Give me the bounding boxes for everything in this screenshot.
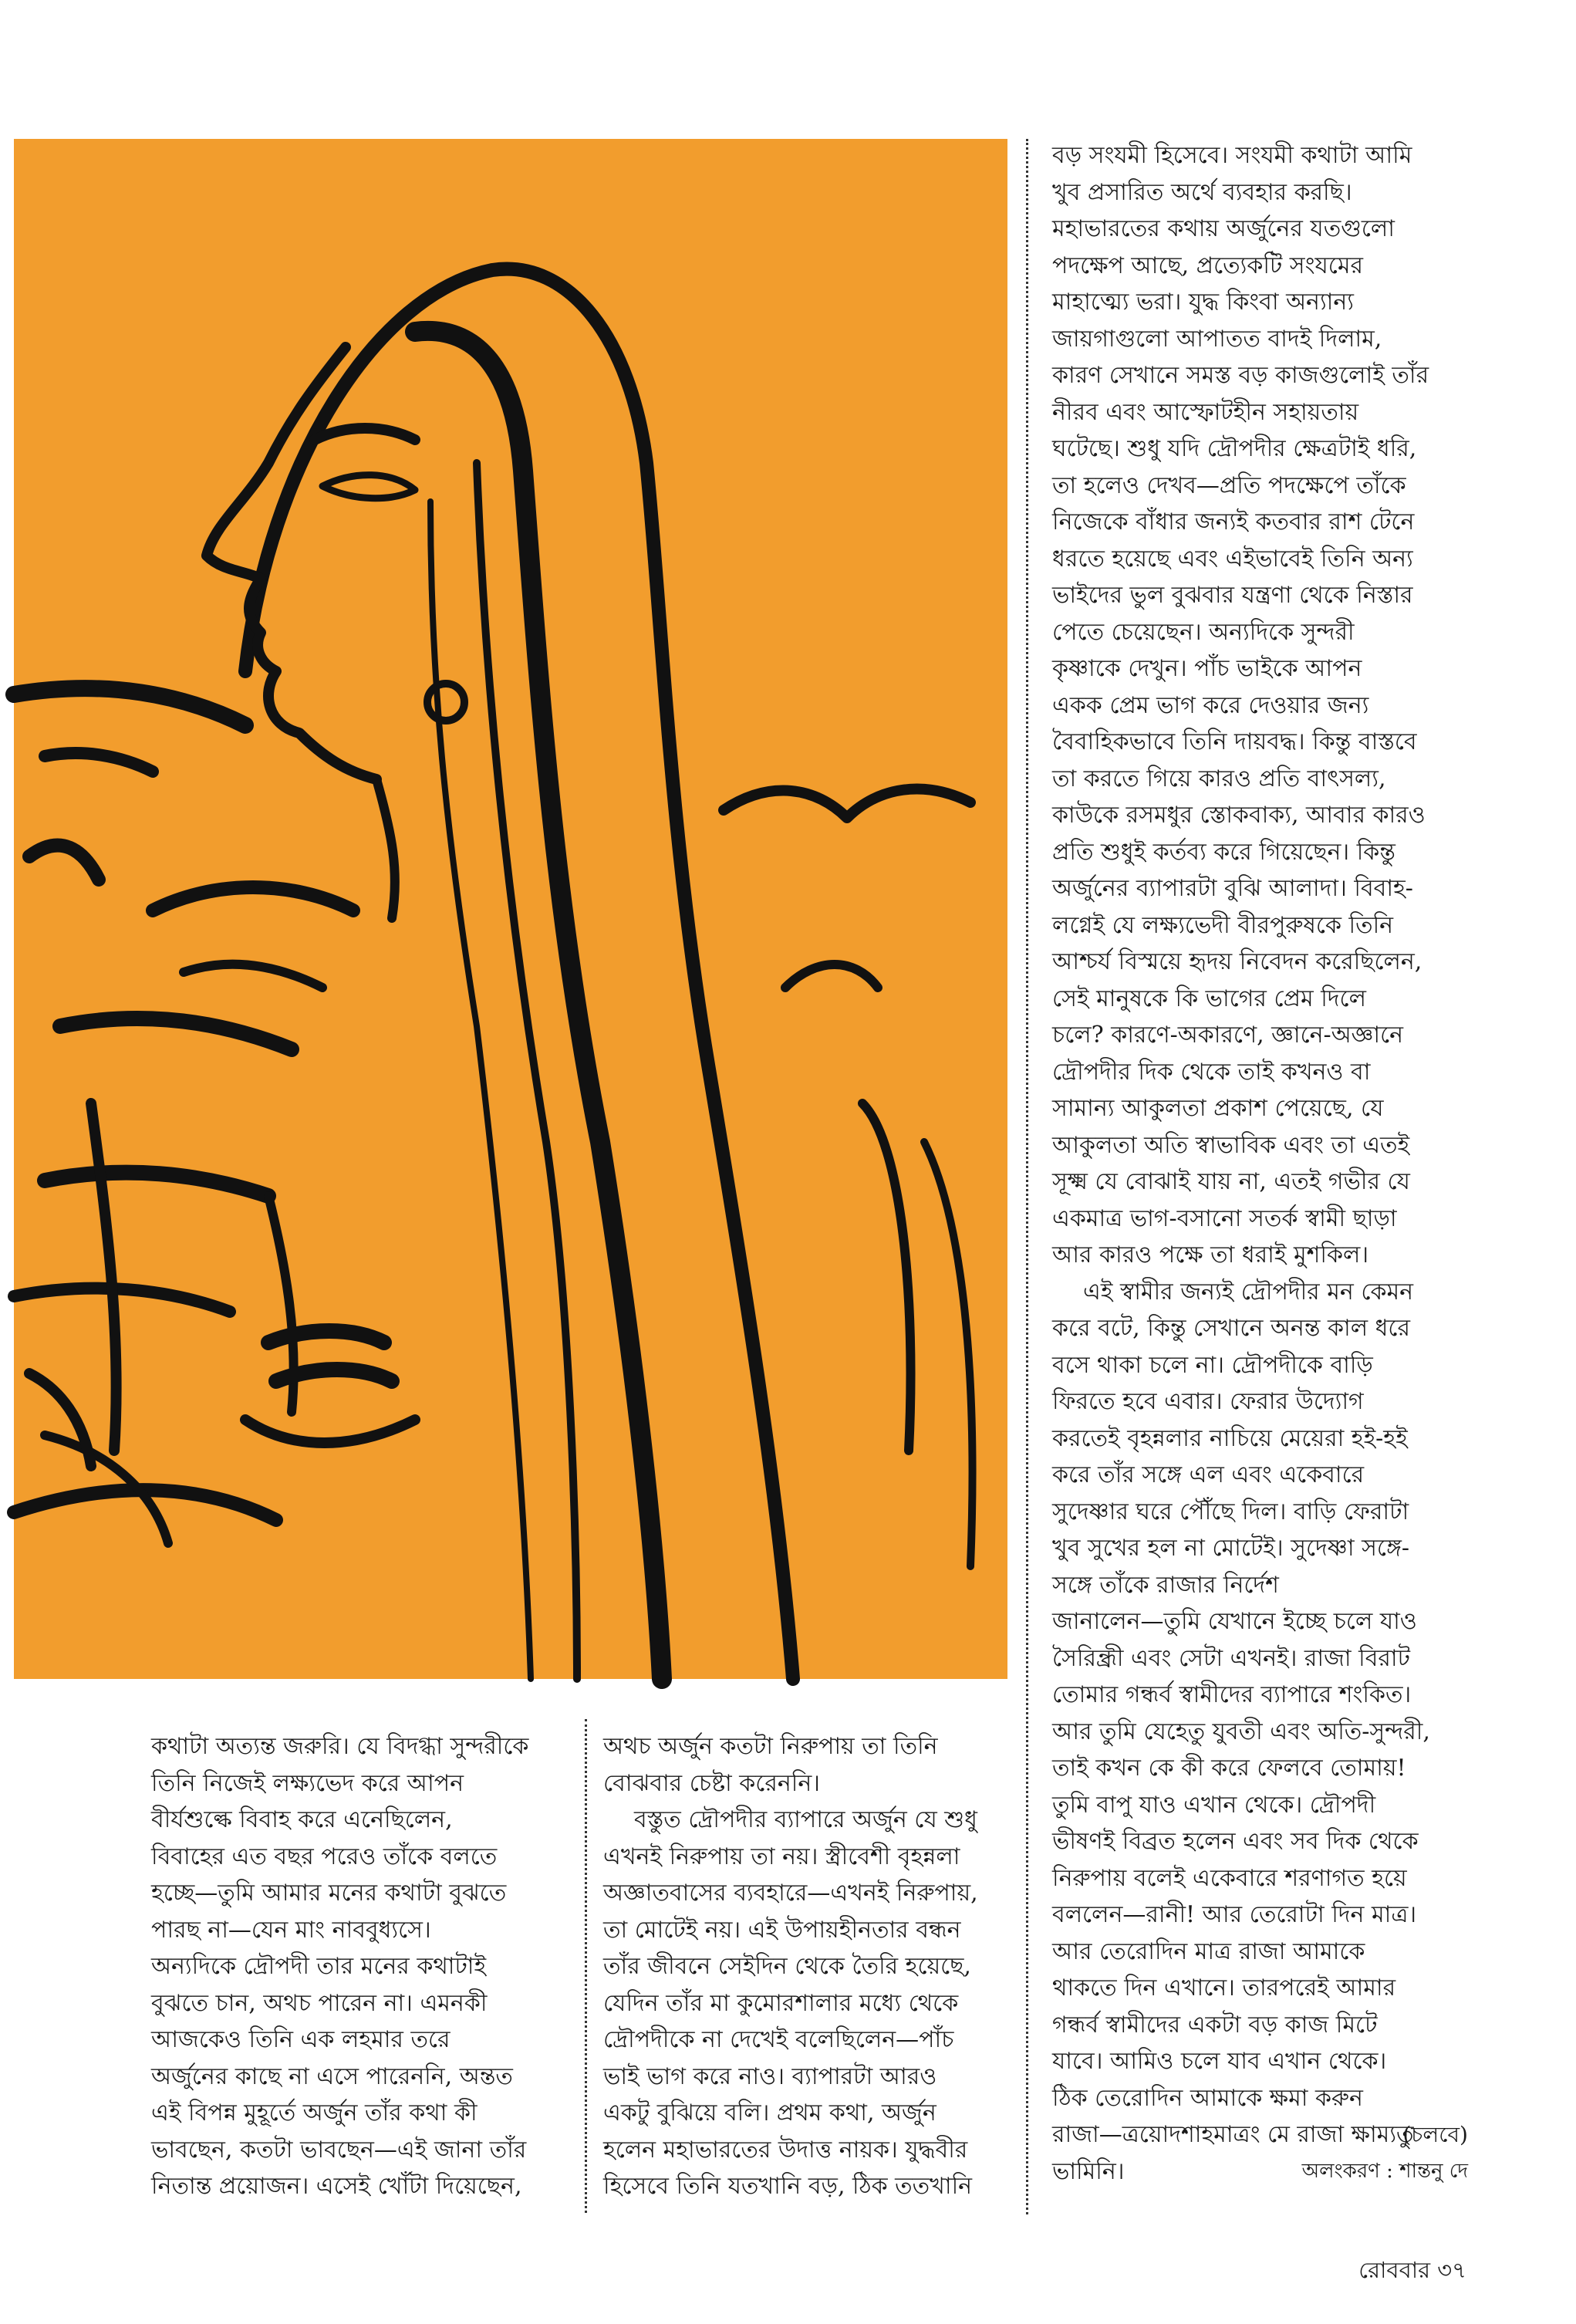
column-divider-1 bbox=[585, 1719, 587, 2213]
to-be-continued: (চলবে) bbox=[1402, 2122, 1468, 2147]
text-line: তুমি বাপু যাও এখান থেকে। দ্রৌপদী bbox=[1052, 1791, 1376, 1819]
text-line: ভামিনি। bbox=[1052, 2157, 1125, 2185]
text-line: নিজেকে বাঁধার জন্যই কতবার রাশ টেনে bbox=[1052, 508, 1415, 535]
text-line: কথাটা অত্যন্ত জরুরি। যে বিদগ্ধা সুন্দরীকে bbox=[151, 1733, 529, 1760]
text-line: পদক্ষেপ আছে, প্রত্যেকটি সংযমের bbox=[1052, 252, 1364, 279]
text-line: আকুলতা অতি স্বাভাবিক এবং তা এতই bbox=[1052, 1131, 1410, 1159]
column-divider-2 bbox=[1026, 139, 1028, 2214]
text-line: তা মোটেই নয়। এই উপায়হীনতার বন্ধন bbox=[603, 1916, 961, 1944]
text-line: ঠিক তেরোদিন আমাকে ক্ষমা করুন bbox=[1052, 2084, 1363, 2112]
text-line: করে তাঁর সঙ্গে এল এবং একেবারে bbox=[1052, 1461, 1365, 1488]
text-line: আজকেও তিনি এক লহমার তরে bbox=[151, 2026, 451, 2053]
text-line: বুঝতে চান, অথচ পারেন না। এমনকী bbox=[151, 1989, 488, 2017]
text-line: আশ্চর্য বিস্ময়ে হৃদয় নিবেদন করেছিলেন, bbox=[1052, 948, 1422, 975]
text-line: পারছ না—যেন মাং নাববুধ্যসে। bbox=[151, 1916, 431, 1944]
text-line: এখনই নিরুপায় তা নয়। স্ত্রীবেশী বৃহন্নলা bbox=[603, 1843, 960, 1870]
text-line: বড় সংযমী হিসেবে। সংযমী কথাটা আমি bbox=[1052, 142, 1412, 169]
text-line: থাকতে দিন এখানে। তারপরেই আমার bbox=[1052, 1974, 1396, 2001]
text-line: রাজা—ত্রয়োদশাহমাত্রং মে রাজা ক্ষাম্যতু bbox=[1052, 2121, 1414, 2148]
text-line: সূক্ষ্ম যে বোঝাই যায় না, এতই গভীর যে bbox=[1052, 1168, 1410, 1195]
text-line: নিতান্ত প্রয়োজন। এসেই খোঁটা দিয়েছেন, bbox=[151, 2173, 522, 2200]
text-line: মাহাত্ম্যে ভরা। যুদ্ধ কিংবা অন্যান্য bbox=[1052, 289, 1354, 316]
text-line: সুদেষ্ণার ঘরে পৌঁছে দিল। বাড়ি ফেরাটা bbox=[1052, 1498, 1409, 1525]
text-line: অথচ অর্জুন কতটা নিরুপায় তা তিনি bbox=[603, 1733, 938, 1760]
illustration-draupadi bbox=[14, 139, 1007, 1679]
text-line: প্রতি শুধুই কর্তব্য করে গিয়েছেন। কিন্তু bbox=[1052, 838, 1395, 866]
text-line: আর তেরোদিন মাত্র রাজা আমাকে bbox=[1052, 1937, 1365, 1965]
text-line: এই বিপন্ন মুহূর্তে অর্জুন তাঁর কথা কী bbox=[151, 2099, 478, 2126]
text-line: সামান্য আকুলতা প্রকাশ পেয়েছে, যে bbox=[1052, 1095, 1384, 1122]
page-number: রোববার ৩৭ bbox=[1358, 2257, 1466, 2283]
text-line: হচ্ছে—তুমি আমার মনের কথাটা বুঝতে bbox=[151, 1880, 507, 1907]
text-line: ঘটেছে। শুধু যদি দ্রৌপদীর ক্ষেত্রটাই ধরি, bbox=[1052, 435, 1417, 462]
text-line: আর তুমি যেহেতু যুবতী এবং অতি-সুন্দরী, bbox=[1052, 1718, 1430, 1745]
text-line: মহাভারতের কথায় অর্জুনের যতগুলো bbox=[1052, 215, 1395, 242]
text-line: জানালেন—তুমি যেখানে ইচ্ছে চলে যাও bbox=[1052, 1608, 1417, 1635]
text-line: যাবে। আমিও চলে যাব এখান থেকে। bbox=[1052, 2048, 1387, 2075]
text-line: বসে থাকা চলে না। দ্রৌপদীকে বাড়ি bbox=[1052, 1351, 1373, 1379]
text-line: নীরব এবং আস্ফোটহীন সহায়তায় bbox=[1052, 398, 1359, 426]
text-line: ভীষণই বিব্রত হলেন এবং সব দিক থেকে bbox=[1052, 1828, 1419, 1855]
text-line: বললেন—রানী! আর তেরোটা দিন মাত্র। bbox=[1052, 1901, 1417, 1928]
text-line: দ্রৌপদীর দিক থেকে তাই কখনও বা bbox=[1052, 1058, 1371, 1086]
text-column-2 bbox=[603, 1728, 1020, 2207]
text-line: অর্জুনের ব্যাপারটা বুঝি আলাদা। বিবাহ- bbox=[1052, 875, 1413, 902]
text-line: একটু বুঝিয়ে বলি। প্রথম কথা, অর্জুন bbox=[603, 2099, 936, 2126]
text-line: সঙ্গে তাঁকে রাজার নির্দেশ bbox=[1052, 1571, 1279, 1599]
text-line: বীর্যশুল্কে বিবাহ করে এনেছিলেন, bbox=[151, 1806, 453, 1833]
text-line: তিনি নিজেই লক্ষ্যভেদ করে আপন bbox=[151, 1769, 464, 1797]
text-line: চলে? কারণে-অকারণে, জ্ঞানে-অজ্ঞানে bbox=[1052, 1022, 1404, 1049]
text-line: পেতে চেয়েছেন। অন্যদিকে সুন্দরী bbox=[1052, 618, 1355, 646]
text-line: ভাবছেন, কতটা ভাবছেন—এই জানা তাঁর bbox=[151, 2136, 527, 2164]
illustration-credit: অলংকরণ : শান্তনু দে bbox=[1301, 2160, 1468, 2183]
text-line: সৈরিন্ধ্রী এবং সেটা এখনই। রাজা বিরাট bbox=[1052, 1644, 1410, 1672]
text-line: একমাত্র ভাগ-বসানো সতর্ক স্বামী ছাড়া bbox=[1052, 1204, 1397, 1232]
text-line: তাই কখন কে কী করে ফেলবে তোমায়! bbox=[1052, 1755, 1406, 1782]
text-line: অন্যদিকে দ্রৌপদী তার মনের কথাটাই bbox=[151, 1953, 487, 1980]
text-line: বিবাহের এত বছর পরেও তাঁকে বলতে bbox=[151, 1843, 498, 1870]
text-line: কাউকে রসমধুর স্তোকবাক্য, আবার কারও bbox=[1052, 802, 1426, 829]
text-line: বস্তুত দ্রৌপদীর ব্যাপারে অর্জুন যে শুধু bbox=[634, 1806, 977, 1833]
text-line: করে বটে, কিন্তু সেখানে অনন্ত কাল ধরে bbox=[1052, 1315, 1410, 1342]
text-line: আর কারও পক্ষে তা ধরাই মুশকিল। bbox=[1052, 1241, 1369, 1268]
text-line: অজ্ঞাতবাসের ব্যবহারে—এখনই নিরুপায়, bbox=[603, 1880, 978, 1907]
text-line: কারণ সেখানে সমস্ত বড় কাজগুলোই তাঁর bbox=[1052, 362, 1429, 389]
text-line: খুব প্রসারিত অর্থে ব্যবহার করছি। bbox=[1052, 178, 1352, 206]
text-line: নিরুপায় বলেই একেবারে শরণাগত হয়ে bbox=[1052, 1864, 1407, 1892]
text-line: ধরতে হয়েছে এবং এইভাবেই তিনি অন্য bbox=[1052, 545, 1413, 573]
text-line: তা করতে গিয়ে কারও প্রতি বাৎসল্য, bbox=[1052, 765, 1386, 792]
text-line: খুব সুখের হল না মোটেই। সুদেষ্ণা সঙ্গে- bbox=[1052, 1535, 1409, 1562]
text-line: হিসেবে তিনি যতখানি বড়, ঠিক ততখানি bbox=[603, 2173, 973, 2200]
text-line: বোঝবার চেষ্টা করেননি। bbox=[603, 1769, 820, 1797]
text-line: তা হলেও দেখব—প্রতি পদক্ষেপে তাঁকে bbox=[1052, 471, 1406, 499]
text-line: লগ্নেই যে লক্ষ্যভেদী বীরপুরুষকে তিনি bbox=[1052, 911, 1394, 939]
text-line: হলেন মহাভারতের উদাত্ত নায়ক। যুদ্ধবীর bbox=[603, 2136, 968, 2164]
text-line: কৃষ্ণাকে দেখুন। পাঁচ ভাইকে আপন bbox=[1052, 655, 1362, 682]
text-line: ভাইদের ভুল বুঝবার যন্ত্রণা থেকে নিস্তার bbox=[1052, 582, 1413, 609]
text-line: একক প্রেম ভাগ করে দেওয়ার জন্য bbox=[1052, 691, 1369, 719]
text-line: বৈবাহিকভাবে তিনি দায়বদ্ধ। কিন্তু বাস্তবে bbox=[1052, 728, 1417, 755]
text-line: তাঁর জীবনে সেইদিন থেকে তৈরি হয়েছে, bbox=[603, 1953, 971, 1980]
text-line: ভাই ভাগ করে নাও। ব্যাপারটা আরও bbox=[603, 2062, 937, 2090]
text-line: অর্জুনের কাছে না এসে পারেননি, অন্তত bbox=[151, 2062, 513, 2090]
text-line: এই স্বামীর জন্যই দ্রৌপদীর মন কেমন bbox=[1083, 1278, 1414, 1306]
text-line: ফিরতে হবে এবার। ফেরার উদ্যোগ bbox=[1052, 1388, 1364, 1415]
text-line: সেই মানুষকে কি ভাগের প্রেম দিলে bbox=[1052, 985, 1366, 1012]
text-line: যেদিন তাঁর মা কুমোরশালার মধ্যে থেকে bbox=[603, 1989, 959, 2017]
text-line: করতেই বৃহন্নলার নাচিয়ে মেয়েরা হই-হই bbox=[1052, 1424, 1408, 1452]
text-line: দ্রৌপদীকে না দেখেই বলেছিলেন—পাঁচ bbox=[603, 2026, 954, 2053]
text-column-1 bbox=[151, 1728, 568, 2207]
text-line: জায়গাগুলো আপাতত বাদই দিলাম, bbox=[1052, 325, 1382, 353]
text-line: তোমার গন্ধর্ব স্বামীদের ব্যাপারে শংকিত। bbox=[1052, 1681, 1412, 1708]
text-line: গন্ধর্ব স্বামীদের একটা বড় কাজ মিটে bbox=[1052, 2011, 1378, 2039]
